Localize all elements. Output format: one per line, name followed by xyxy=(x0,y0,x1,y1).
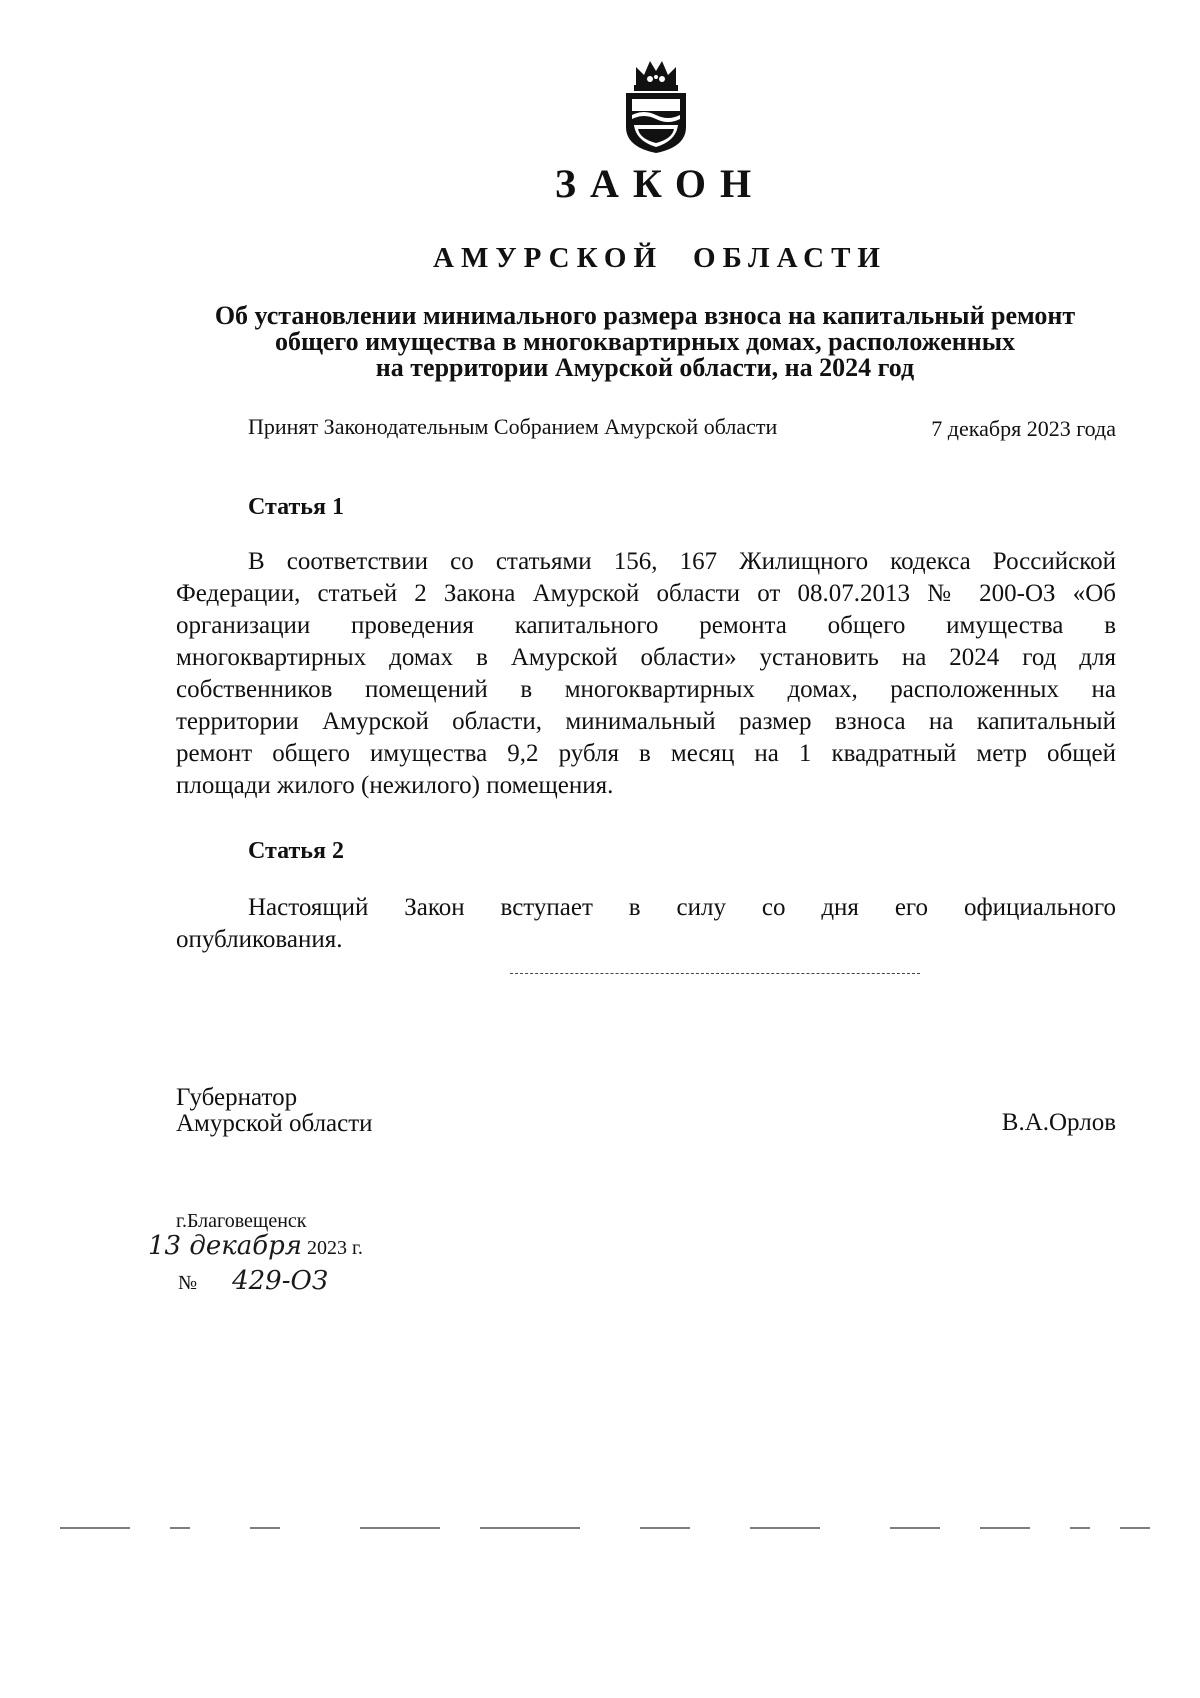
signing-date xyxy=(148,1231,363,1261)
article-1-line: Федерации, статьей 2 Закона Амурской области от 08.07.2013 № 200-ОЗ «Об xyxy=(176,580,1116,607)
law-number xyxy=(178,1266,328,1296)
article-1-title: Статья 1 xyxy=(248,494,344,520)
law-heading-line: на территории Амурской области, на 2024 год xyxy=(375,353,915,382)
article-1-line: многоквартирных домах в Амурской области» установить на 2024 год для xyxy=(176,644,1116,671)
signatory-name: В.А.Орлов xyxy=(1001,1109,1116,1136)
law-heading-line: Об установлении минимального размера взноса на капитальный ремонт xyxy=(214,301,1076,330)
article-2-line: опубликования. xyxy=(176,926,343,953)
article-1-line: территории Амурской области, минимальный размер взноса на капитальный xyxy=(176,708,1116,735)
document-subtitle xyxy=(120,242,1200,275)
scan-stroke xyxy=(510,973,920,974)
scan-artifact-line xyxy=(60,1526,1160,1530)
article-1-line: ремонт общего имущества 9,2 рубля в месяц на 1 квадратный метр общей xyxy=(176,740,1116,767)
article-2-text xyxy=(176,892,1116,956)
law-heading xyxy=(170,303,1120,381)
handwritten-number: 429-ОЗ xyxy=(232,1266,329,1296)
signatory-title-line: Губернатор xyxy=(176,1084,298,1111)
document-title: ЗАКОН xyxy=(554,161,766,206)
article-2-line: Настоящий Закон вступает в силу со дня его официального xyxy=(248,894,1116,921)
coat-of-arms-icon xyxy=(620,55,692,155)
subtitle-part-region: АМУРСКОЙ xyxy=(433,242,664,274)
signatory-title-line: Амурской области xyxy=(176,1110,373,1137)
signatory-title xyxy=(176,1085,373,1137)
article-1-line: организации проведения капитального ремонта общего имущества в xyxy=(176,612,1116,639)
article-1-line: В соответствии со статьями 156, 167 Жилищного кодекса Российской xyxy=(248,548,1116,575)
handwritten-date: 13 декабря xyxy=(148,1231,302,1261)
adopted-date: 7 декабря 2023 года xyxy=(931,416,1116,441)
article-2-title: Статья 2 xyxy=(248,838,344,864)
adopted-by: Принят Законодательным Собранием Амурской области xyxy=(248,414,778,439)
law-heading-line: общего имущества в многоквартирных домах, расположенных xyxy=(274,327,1016,356)
subtitle-part-oblast: ОБЛАСТИ xyxy=(693,242,887,274)
signing-city: г.Благовещенск xyxy=(176,1210,307,1232)
number-label: № xyxy=(178,1272,198,1294)
signing-year: 2023 г. xyxy=(306,1237,363,1259)
article-1-text xyxy=(176,546,1116,802)
article-1-line: собственников помещений в многоквартирных домах, расположенных на xyxy=(176,676,1116,703)
article-1-line: площади жилого (нежилого) помещения. xyxy=(176,772,614,799)
